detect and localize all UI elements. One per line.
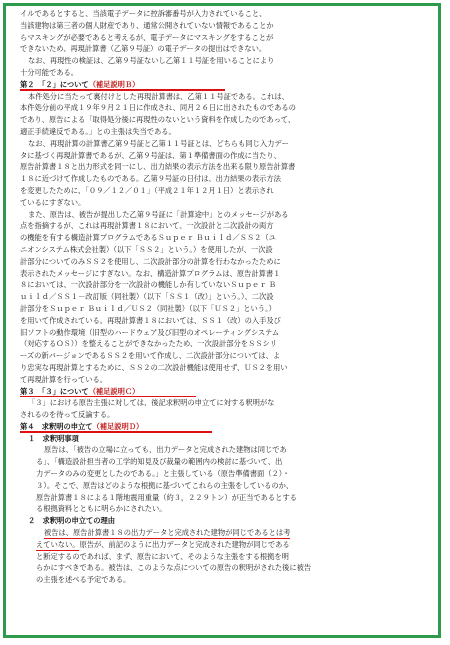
underlined-claim: 原告計算書１８による１階地震用重量（約３，２２９トン）が正当であるとする [36,492,297,502]
underlined-claim: 被告は、原告計算書１８の出力データと完成された建物が同じであるとは考 [44,528,291,538]
text-line: 計部分についてのみＳＳ２を使用し、二次設計部分の計算を行わなかったために [20,256,281,266]
text-line: 当該建物は第三者の個人財産であり、通常公開されていない情報であることか [20,20,274,30]
text-line: であり、原告による「取得処分後に再現性のないという資料を作成したのであって、 [20,115,296,125]
text-line: 本件処分に当たって裏付けとした再現計算書は、乙第１１号証である。これは、 [28,91,289,101]
text-line: また、原告は、被告が提出した乙第９号証に「計算途中」とのメッセージがある [28,209,289,219]
text-line: 旧ソフトの動作環境（旧型のハードウェア及び旧型のオペレーティングシステム [20,327,280,337]
text-line: ８においては、一次設計部分を一次設計の機能しか有していないＳｕｐｅｒ Ｂ [20,280,276,290]
text-line: ３）。そこで、原告はどのような根拠に基づいてこれらの主張をしているのか、 [36,480,294,490]
section-heading-2: 第２ 「２」について（補足説明Ｂ） [20,79,225,91]
supplement-note-b: （補足説明Ｂ） [88,79,140,89]
text-line: ニオンシステム株式会社製）（以下「ＳＳ２」という。）を使用したが、一次設 [20,244,273,254]
text-line: る」、「構造設計担当者の工学的知見及び裁量の範囲内の検討に基づいて、出 [36,457,283,467]
supplement-note-c: （補足説明Ｃ） [88,386,140,396]
underlined-claim: えていない。 [36,539,80,549]
text-line: 計部分をＳｕｐｅｒ Ｂｕｉｌｄ／ＵＳ２（同社製）（以下「ＵＳ２」という。） [20,303,276,313]
subsection-title-1: １ 求釈明事項 [28,433,79,443]
highlighted-line [20,527,428,539]
text-line: を用いて作成されている。再現計算書１８においては、ＳＳ１（改）の入手及び [20,315,281,325]
text-line: されるのを待って反論する。 [20,410,115,420]
section-heading-4: 第４ 求釈明の申立て（補足説明Ｄ） [20,421,212,433]
text-line: 力データのみの変更としたのである。」と主張している（原告準備書面（２）・ [36,469,290,479]
text-line: 表示されたメッセージにすぎない。なお、構造計算プログラムは、原告計算書１ [20,268,281,278]
text-line: ているにすぎない。 [20,197,86,207]
text-line: えていない。原告が、前記のように出力データと完成された建物が同じである [36,539,290,549]
text-line: 十分可能である。 [20,67,78,77]
text-line: なお、再現計算の計算書乙第９号証と乙第１１号証とは、どちらも同じ入力デー [28,138,289,148]
text-line: 「３」における原告主張に対しては、後記求釈明の申立てに対する釈明がな [28,398,275,408]
text-line: ーズの新バージョンであるＳＳ２を用いて作成し、二次設計部分については、よ [20,351,281,361]
text-line: と断定するのであれば、まず、原告において、そのような主張をする根拠を明 [36,551,289,561]
supplement-note-d: （補足説明Ｄ） [92,421,144,431]
highlighted-line [20,492,428,504]
text-line: イルであるとすると、当該電子データに控訴審番号が入力されていること、 [20,9,267,18]
page-frame [3,3,441,638]
subsection-title-2: ２ 求釈明の申立ての理由 [28,516,115,526]
text-line: １８に近づけて作成したものである。乙第９号証の日付は、出力結果の表示方法 [20,174,281,184]
text-line: 本件処分前の平成１９年９月２１日に作成され、同月２６日に出されたものであるの [20,103,296,113]
text-line: 適正手続違反である。」との主張は失当である。 [20,126,176,136]
section-heading-3: 第３ 「３」について（補足説明Ｃ） [20,386,196,398]
text-line: る根拠資料とともに明らかにされたい。 [36,504,167,514]
text-line: （対応するＯＳ））を整えることができなかったため、一次設計部分をＳＳシリ [20,339,277,349]
text-line: を変更したために、「０９／１２／０１」（平成２１年１２月１日）と表示され [20,185,274,195]
text-line: の機能を有する構造計算プログラムであるＳｕｐｅｒ Ｂｕｉｌｄ／ＳＳ２（ユ [20,233,276,243]
text-line: の主張を述べる予定である。 [36,575,131,585]
text-line: らマスキングが必要であると考えるが、電子データにマスキングをすることが [20,32,274,42]
text-line: 原告は、「被告の立場に立っても、出力データと完成された建物は同じであ [44,445,287,455]
text-line: ｕｉｌｄ／ＳＳ１－改訂版（同社製）（以下「ＳＳ１（改）」という。）、二次設 [20,292,274,302]
text-line: タに基づく再現計算書であるが、乙第９号証は、第１準備書面の作成に当たり、 [20,150,281,160]
text-line: できないため、再現計算書（乙第９号証）の電子データの提出はできない。 [20,44,267,54]
text-line: て再現計算を行っている。 [20,374,107,384]
text-line: り忠実な再現計算とするために、ＳＳ２の二次設計機能は使用せず、ＵＳ２を用い [20,362,288,372]
text-line: 点を指摘するが、これは再現計算書１８において、一次設計と二次設計の両方 [20,221,274,231]
document-page [20,8,428,586]
text-line: らかにすべきである。被告は、このような点についての原告の釈明がされた後に被告 [36,563,312,573]
text-line: 原告計算書１８と出力形式を同一にし、出力結果の表示方法を出来る限り原告計算書 [20,162,296,172]
text-line: なお、再現性の検証は、乙第９号証ないし乙第１１号証を用いることにより [28,56,275,66]
